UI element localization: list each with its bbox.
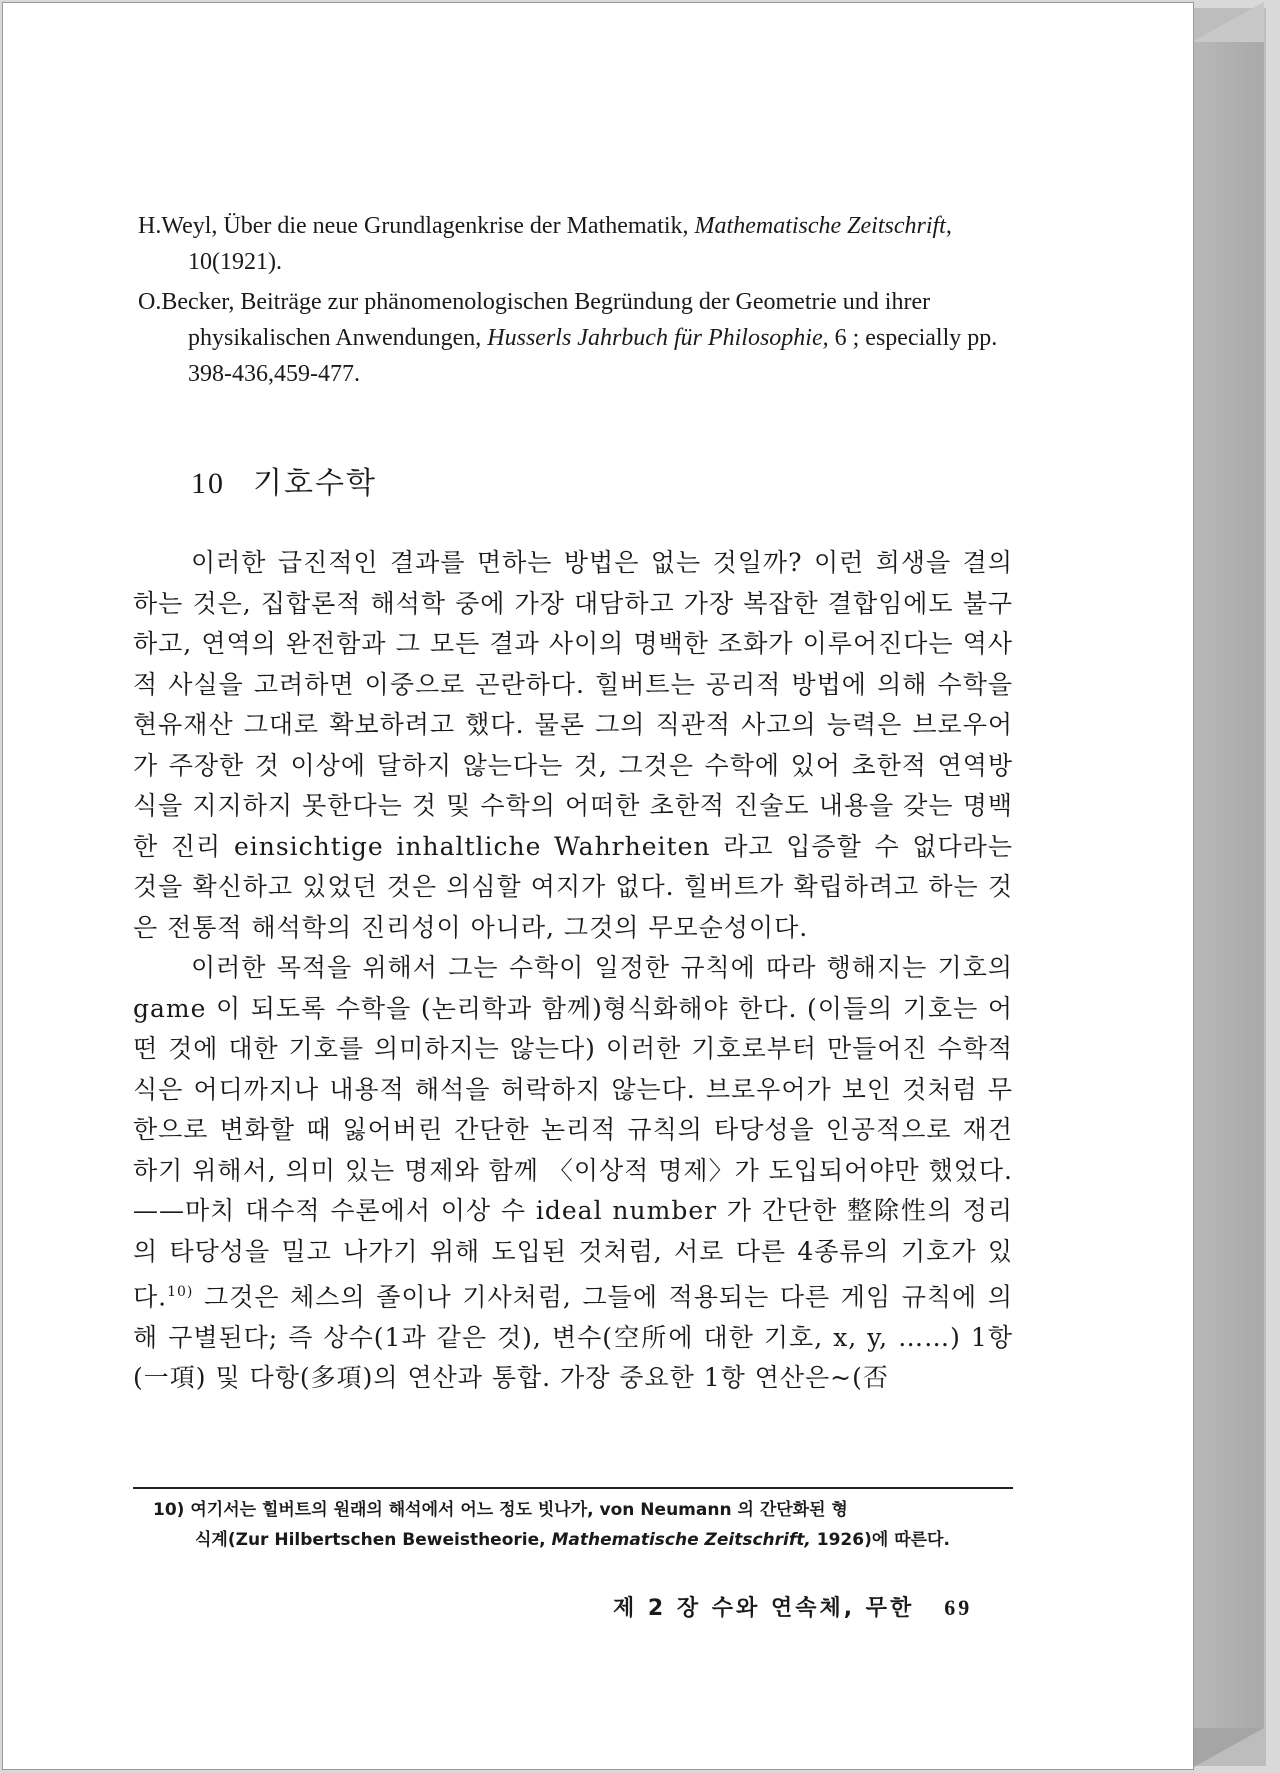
- journal-title: Mathematische Zeitschrift,: [551, 1530, 811, 1550]
- reference-list: [138, 208, 1018, 396]
- paragraph-text: 그것은 체스의 졸이나 기사처럼, 그들에 적용되는 다른 게임 규칙에 의해 구별된다; 즉 상수(1과 같은 것), 변수(空所에 대한 기호, x, y, ……) 1항(一項) 및 다항(多項)의 연산과 통합. 가장 중요한 1항 연산은~(否: [133, 1282, 1014, 1393]
- reference-text: H.Weyl, Über die neue Grundlagenkrise der Mathematik,: [138, 213, 695, 239]
- body-text: [133, 543, 1013, 1399]
- paragraph: [133, 948, 1013, 1399]
- footnote-marker[interactable]: 10): [167, 1284, 194, 1300]
- footnote: [153, 1495, 1013, 1555]
- page-edge-right: [1192, 42, 1264, 1728]
- reference-continuation: 10(1921).: [188, 249, 282, 275]
- footnote-continuation: [153, 1525, 1013, 1555]
- footnote-text: 식계(Zur Hilbertschen Beweistheorie,: [195, 1530, 552, 1550]
- journal-title: Mathematische Zeitschrift,: [694, 213, 952, 239]
- section-number: 10: [191, 467, 225, 500]
- footnote-text: 1926)에 따른다.: [810, 1530, 950, 1550]
- reference-item: [138, 208, 1018, 280]
- running-footer: [613, 1591, 972, 1622]
- reference-text: 6 ; especially pp. 398-436,459-477.: [188, 325, 998, 387]
- section-title: 기호수학: [253, 466, 377, 501]
- book-page: [2, 2, 1194, 1770]
- reference-item: [138, 284, 1018, 392]
- chapter-title: 제 2 장 수와 연속체, 무한: [613, 1596, 915, 1621]
- page-number: 69: [944, 1595, 973, 1620]
- paragraph: 이러한 급진적인 결과를 면하는 방법은 없는 것일까? 이런 희생을 결의하는 것은, 집합론적 해석학 중에 가장 대담하고 가장 복잡한 결합임에도 불구하고, 연역의 완전함과 그 모든 결과 사이의 명백한 조화가 이루어진다는 역사적 사실을 고려하면 이중으로 곤란하다. 힐버트는 공리적 방법에 의해 수학을 현유재산 그대로 확보하려고 했다. 물론 그의 직관적 사고의 능력은 브로우어가 주장한 것 이상에 달하지 않는다는 것, 그것은 수학에 있어 초한적 연역방식을 지지하지 못한다는 것 및 수학의 어떠한 초한적 진술도 내용을 갖는 명백한 진리 einsichtige inhaltliche Wahrheiten 라고 입증할 수 없다라는 것을 확신하고 있었던 것은 의심할 여지가 없다. 힐버트가 확립하려고 하는 것은 전통적 해석학의 진리성이 아니라, 그것의 무모순성이다.: [133, 548, 1013, 942]
- footnote-text: 여기서는 힐버트의 원래의 해석에서 어느 정도 빗나가, von Neumann 의 간단화된 형: [190, 1500, 848, 1520]
- journal-title: Husserls Jahrbuch für Philosophie,: [487, 325, 829, 351]
- reference-text: O.Becker, Beiträge zur phänomenologischen Begründung der Geometrie und ihrer: [138, 289, 931, 315]
- footnote-label: 10): [153, 1500, 185, 1520]
- paragraph-text: 이러한 목적을 위해서 그는 수학이 일정한 규칙에 따라 행해지는 기호의 game 이 되도록 수학을 (논리학과 함께)형식화해야 한다. (이들의 기호는 어떤 것에 대한 기호를 의미하지는 않는다) 이러한 기호로부터 만들어진 수학적 식은 어디까지나 내용적 해석을 허락하지 않는다. 브로우어가 보인 것처럼 무한으로 변화할 때 잃어버린 간단한 논리적 규칙의 타당성을 인공적으로 재건하기 위해서, 의미 있는 명제와 함께 〈이상적 명제〉가 도입되어야만 했었다. ——마치 대수적 수론에서 이상 수 ideal number 가 간단한 整除性의 정리의 타당성을 밀고 나가기 위해 도입된 것처럼, 서로 다른 4종류의 기호가 있다.: [133, 953, 1013, 1312]
- footnote-divider: [133, 1487, 1013, 1489]
- page-edge-top: [1192, 2, 1264, 42]
- page-edge-bottom: [1192, 1728, 1264, 1768]
- section-heading: [191, 458, 377, 502]
- reference-text: physikalischen Anwendungen,: [188, 325, 488, 351]
- reference-continuation: [138, 320, 1018, 392]
